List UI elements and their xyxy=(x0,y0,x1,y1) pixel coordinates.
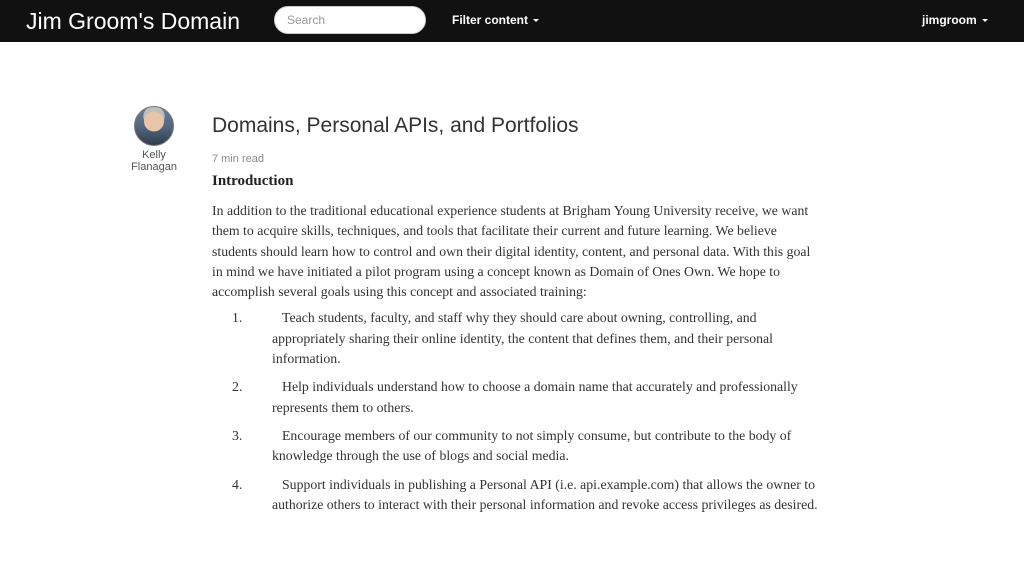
post-article xyxy=(212,112,822,523)
list-item-number: 1. xyxy=(232,310,243,326)
list-item-text: Support individuals in publishing a Personal API (i.e. api.example.com) that allows the owner to authorize others to interact with their personal information and revoke access privileges as desired. xyxy=(272,476,818,512)
list-item xyxy=(212,377,822,418)
top-navbar xyxy=(0,0,1024,42)
list-item-number: 2. xyxy=(232,379,243,395)
caret-down-icon xyxy=(533,19,539,22)
user-menu-dropdown[interactable] xyxy=(922,12,988,28)
list-item-text: Help individuals understand how to choose a domain name that accurately and professionally represents them to others. xyxy=(272,379,798,415)
list-item-text: Encourage members of our community to not simply consume, but contribute to the body of knowledge through the use of blogs and social media. xyxy=(272,427,792,464)
read-time: 7 min read xyxy=(212,153,264,165)
author-name-first[interactable]: Kelly xyxy=(142,149,166,161)
author-avatar[interactable] xyxy=(134,106,174,146)
goals-list xyxy=(212,308,822,515)
post-title[interactable]: Domains, Personal APIs, and Portfolios xyxy=(212,114,579,137)
section-heading: Introduction xyxy=(212,173,294,189)
caret-down-icon xyxy=(982,19,988,22)
list-item xyxy=(212,426,822,467)
author-name-last[interactable]: Flanagan xyxy=(131,161,177,173)
author-block xyxy=(126,106,182,173)
search-input[interactable] xyxy=(274,6,426,34)
list-item-text: Teach students, faculty, and staff why they should care about owning, controlling, and appropriately sharing their online identity, the content that defines them, and their personal information. xyxy=(272,310,774,367)
filter-content-label: Filter content xyxy=(452,13,529,27)
filter-content-dropdown[interactable] xyxy=(452,12,539,28)
intro-paragraph: In addition to the traditional educational experience students at Brigham Young University receive, we want them to acquire skills, techniques, and tools that facilitate their current and future learning. We believe students should learn how to control and own their digital identity, content, and personal data. With this goal in mind we have initiated a pilot program using a concept known as Domain of Ones Own. We hope to accomplish several goals using this concept and associated training: xyxy=(212,203,811,300)
list-item xyxy=(212,475,822,516)
list-item xyxy=(212,308,822,369)
site-brand-link[interactable]: Jim Groom's Domain xyxy=(26,8,240,34)
list-item-number: 4. xyxy=(232,476,243,492)
user-menu-label: jimgroom xyxy=(922,13,977,27)
list-item-number: 3. xyxy=(232,427,243,443)
